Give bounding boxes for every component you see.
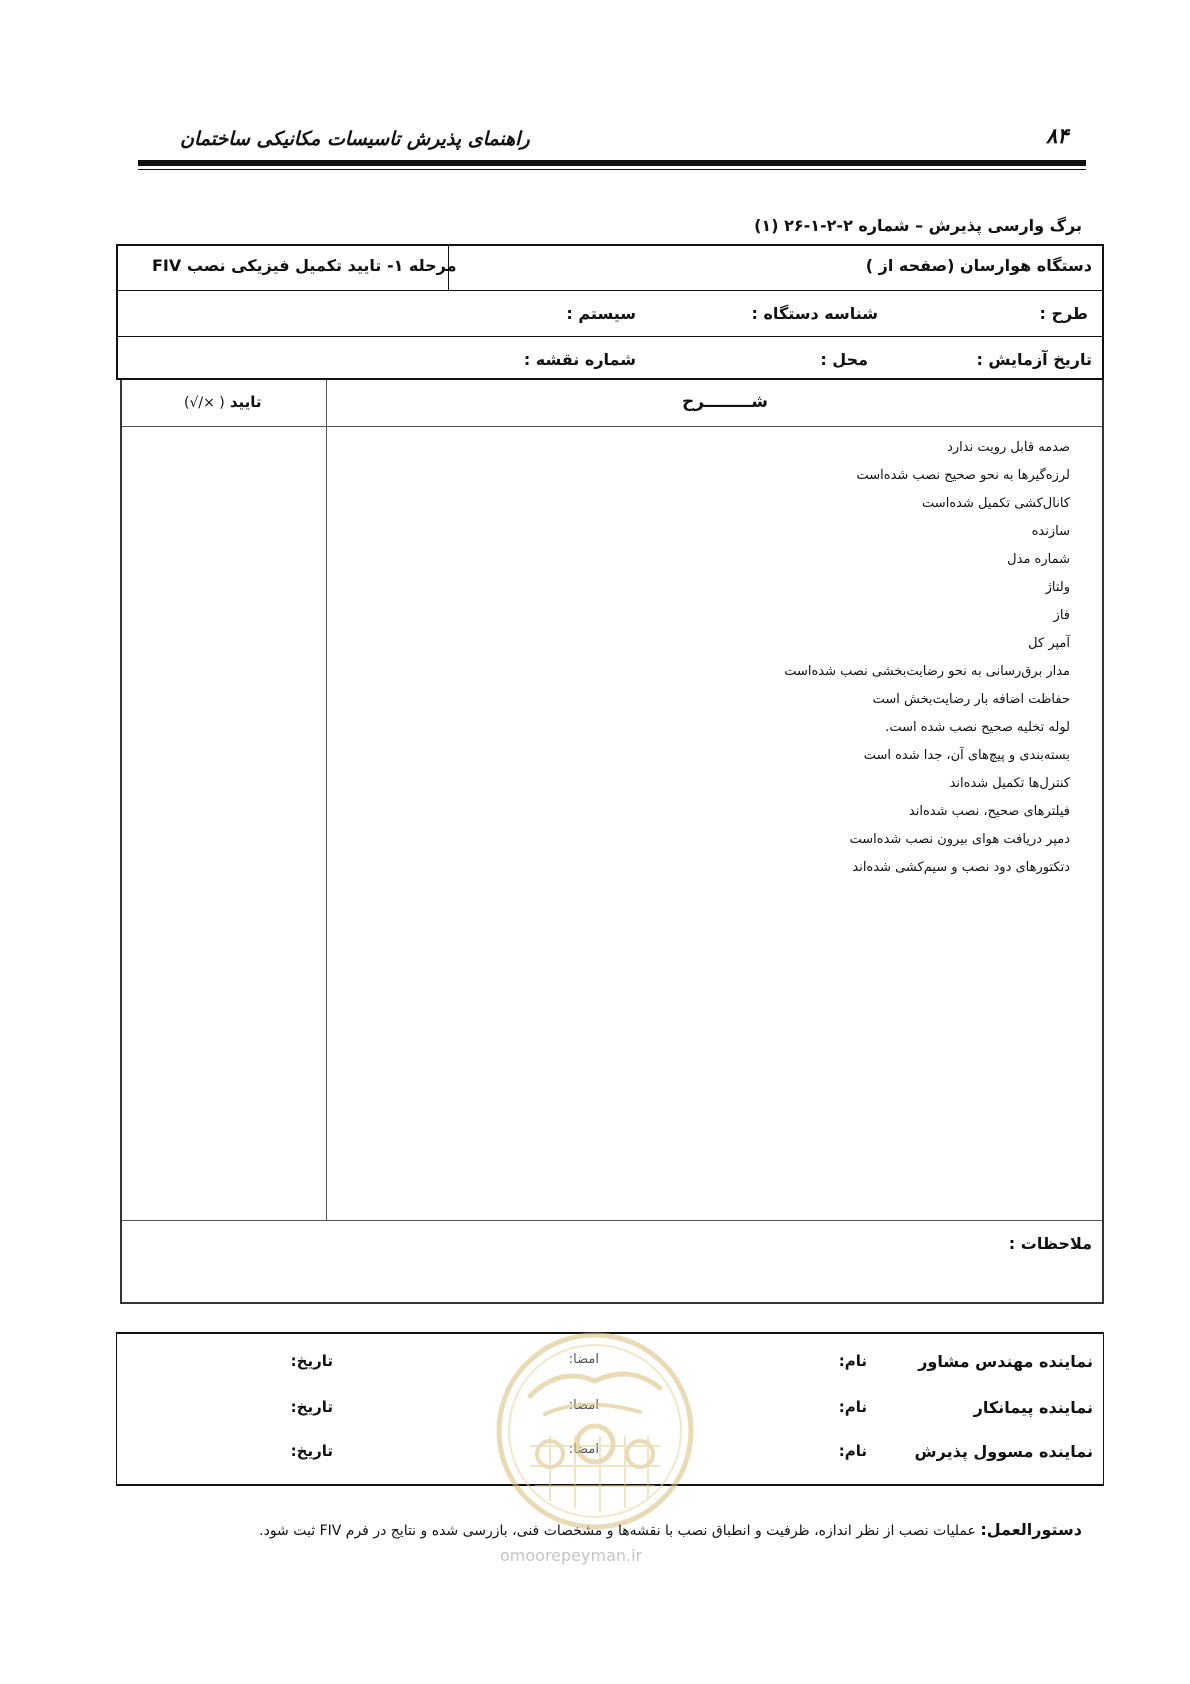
- list-item: ولتاژ: [1045, 580, 1070, 595]
- instructions-label: دستورالعمل:: [980, 1520, 1082, 1539]
- list-item: دتکتورهای دود نصب و سیم‌کشی شده‌اند: [852, 860, 1070, 875]
- approve-header: [184, 392, 262, 411]
- name-label: نام:: [838, 1398, 867, 1416]
- date-label: تاریخ:: [290, 1352, 333, 1370]
- list-item: صدمه قابل رویت ندارد: [947, 440, 1070, 455]
- test-date-label: تاریخ آزمایش :: [976, 350, 1092, 369]
- name-label: نام:: [838, 1442, 867, 1460]
- sign-label: امضا:: [568, 1352, 599, 1367]
- header-rule: [138, 160, 1086, 166]
- column-divider: [326, 380, 327, 1220]
- description-header: شــــــــرح: [682, 392, 769, 412]
- approve-label: تایید: [229, 393, 262, 411]
- list-item: مدار برق‌رسانی به نحو رضایت‌بخشی نصب شده‌است: [784, 664, 1070, 679]
- date-label: تاریخ:: [290, 1398, 333, 1416]
- list-item: کنترل‌ها تکمیل شده‌اند: [949, 776, 1070, 791]
- list-item: شماره مدل: [1007, 552, 1070, 567]
- instructions: [259, 1520, 1082, 1539]
- remarks-label: ملاحظات :: [1008, 1234, 1092, 1253]
- list-item: فیلترهای صحیح، نصب شده‌اند: [908, 804, 1070, 819]
- name-label: نام:: [838, 1352, 867, 1370]
- date-label: تاریخ:: [290, 1442, 333, 1460]
- sign-label: امضا:: [568, 1398, 599, 1413]
- form-info-table: [116, 244, 1104, 380]
- list-item: دمپر دریافت هوای بیرون نصب شده‌است: [849, 832, 1070, 847]
- list-item: حفاظت اضافه بار رضایت‌بخش است: [872, 692, 1070, 707]
- signature-role: نماینده پیمانکار: [973, 1398, 1093, 1417]
- header-row-divider: [122, 426, 1102, 427]
- book-title: راهنمای پذیرش تاسیسات مکانیکی ساختمان: [180, 128, 530, 150]
- list-item: فاز: [1053, 608, 1070, 623]
- list-item: آمپر کل: [1028, 636, 1070, 651]
- list-item: کانال‌کشی تکمیل شده‌است: [922, 496, 1070, 511]
- checklist-items: [784, 434, 1070, 882]
- instructions-text: عملیات نصب از نظر اندازه، ظرفیت و انطباق نصب با نقشه‌ها و مشخصات فنی، بازرسی شده و نتایج در فرم FIV ثبت شود.: [259, 1523, 976, 1539]
- list-item: لوله تخلیه صحیح نصب شده است.: [885, 720, 1070, 735]
- list-item: سازنده: [1031, 524, 1070, 539]
- device-title: دستگاه هوارسان (صفحه از ): [865, 256, 1092, 275]
- project-label: طرح :: [1039, 304, 1088, 323]
- signature-role: نماینده مسوول پذیرش: [914, 1442, 1093, 1461]
- drawing-number-label: شماره نقشه :: [523, 350, 636, 369]
- stage-title: مرحله ۱- تایید تکمیل فیزیکی نصب FIV: [152, 256, 457, 275]
- remarks-divider: [122, 1220, 1102, 1221]
- form-number: برگ وارسی پذیرش – شماره ۲-۲-۱-۲۶ (۱): [754, 216, 1082, 235]
- system-label: سیستم :: [566, 304, 636, 323]
- info-row-divider: [118, 290, 1102, 291]
- header-rule-thin: [138, 169, 1086, 170]
- list-item: لرزه‌گیرها به نحو صحیح نصب شده‌است: [856, 468, 1070, 483]
- approve-marks: ( ×/√): [184, 395, 225, 411]
- watermark-logo: [490, 1326, 700, 1536]
- device-id-label: شناسه دستگاه :: [751, 304, 878, 323]
- signature-role: نماینده مهندس مشاور: [918, 1352, 1093, 1371]
- list-item: بسته‌بندی و پیچ‌های آن، جدا شده است: [863, 748, 1070, 763]
- info-row-divider: [118, 336, 1102, 337]
- page-number: ۸۴: [1046, 124, 1069, 148]
- sign-label: امضا:: [568, 1442, 599, 1457]
- watermark-url: omoorepeyman.ir: [500, 1546, 643, 1565]
- location-label: محل :: [820, 350, 868, 369]
